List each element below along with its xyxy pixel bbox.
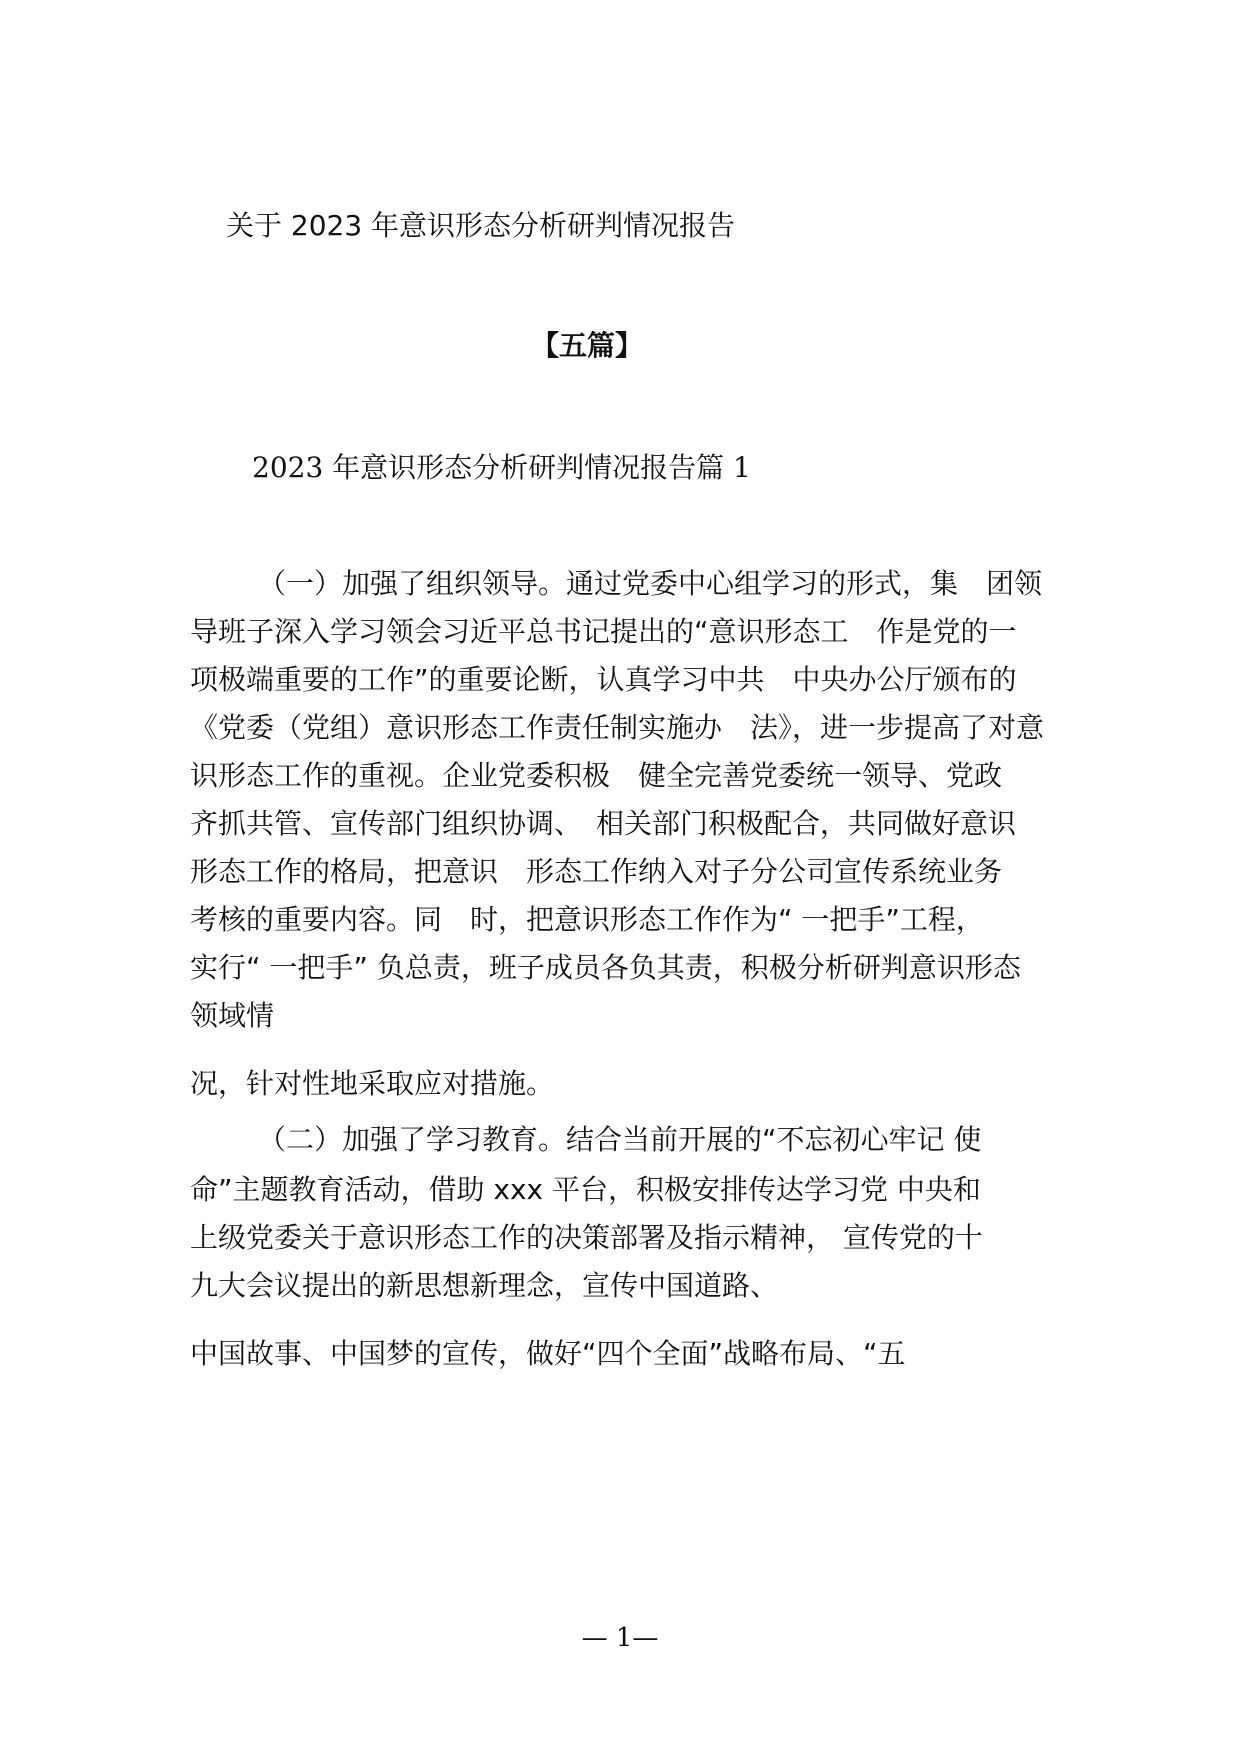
paragraph-line: 命”主题教育活动，借助 xxx 平台，积极安排传达学习党 中央和 (190, 1173, 981, 1206)
document-subtitle: 【五篇】 (531, 329, 644, 362)
page-number: — 1— (581, 1623, 659, 1653)
paragraph-line: 上级党委关于意识形态工作的决策部署及指示精神， 宣传党的十 (190, 1221, 983, 1254)
section-heading: 2023 年意识形态分析研判情况报告篇 1 (252, 451, 751, 484)
paragraph-line: 形态工作的格局，把意识 形态工作纳入对子分公司宣传系统业务 (190, 855, 1003, 888)
document-title: 关于 2023 年意识形态分析研判情况报告 (226, 209, 736, 242)
paragraph-line: 考核的重要内容。同 时，把意识形态工作作为“ 一把手”工程， (190, 903, 984, 936)
paragraph-line: （二）加强了学习教育。结合当前开展的“不忘初心牢记 使 (258, 1123, 982, 1156)
paragraph-line: 《党委（党组）意识形态工作责任制实施办 法》，进一步提高了对意 (190, 711, 1045, 744)
paragraph-line: 领域情 (190, 999, 275, 1032)
paragraph-line: 况，针对性地采取应对措施。 (190, 1067, 555, 1100)
paragraph-line: 中国故事、中国梦的宣传，做好“四个全面”战略布局、“五 (190, 1337, 906, 1370)
paragraph-line: 九大会议提出的新思想新理念，宣传中国道路、 (190, 1269, 779, 1302)
paragraph-line: （一）加强了组织领导。通过党委中心组学习的形式，集 团领 (258, 567, 1043, 600)
paragraph-line: 导班子深入学习领会习近平总书记提出的“意识形态工 作是党的一 (190, 615, 1017, 648)
paragraph-line: 识形态工作的重视。企业党委积极 健全完善党委统一领导、党政 (190, 759, 1003, 792)
paragraph-line: 实行“ 一把手” 负总责，班子成员各负其责，积极分析研判意识形态 (190, 951, 1021, 984)
paragraph-line: 齐抓共管、宣传部门组织协调、 相关部门积极配合，共同做好意识 (190, 807, 1017, 840)
paragraph-line: 项极端重要的工作”的重要论断，认真学习中共 中央办公厅颁布的 (190, 663, 1017, 696)
